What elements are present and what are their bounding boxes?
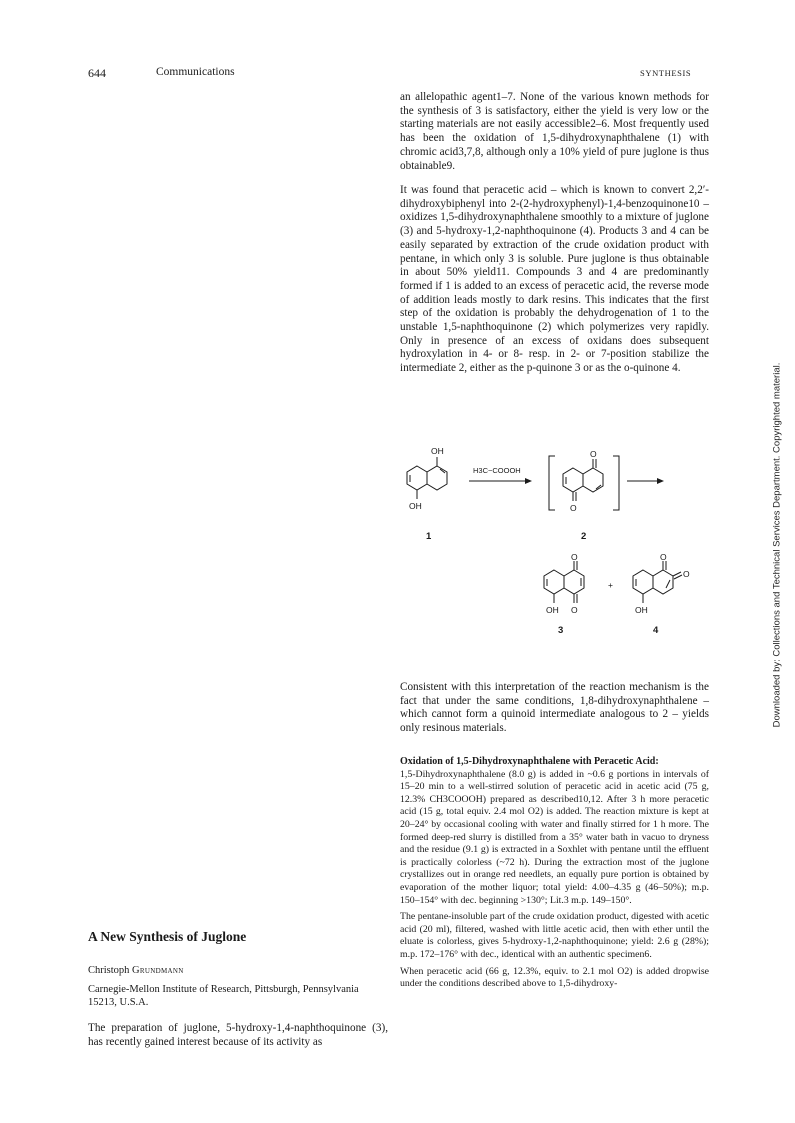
experimental-text: 1,5-Dihydroxynaphthalene (8.0 g) is added in ~0.6 g portions in intervals of 15–20 min to a well-stirred solution of peracetic acid in acetic acid (75 g, 12.3% CH3COOOH) prepared as described10,12. After 3 h more peracetic acid (15 g, total equiv. 2.4 mol O2) is added. The reaction mixture is kept at 20–24° by occasional cooling with water and finally stirred for 1 h more. The formed deep-red slurry is distilled from a 35° water bath in vacuo to dryness and the residue (9.1 g) is extracted in a Soxhlet with pentane until the effluent is practically colorless (~72 h). During the extraction most of the juglone crystallizes out in orange red needlets, an equally pure portion is obtained by evaporation of the mother liquor; total yield: 4.00–4.35 g (46–50%); m.p. 150–154° with dec. beginning >130°; Lit.3 m.p. 149–150°. <box>400 768 709 906</box>
experimental-paragraph <box>400 756 709 907</box>
reaction-scheme <box>395 448 715 670</box>
compound-label-1: 1 <box>426 531 432 542</box>
oxo-group-label: O <box>590 449 597 459</box>
experimental-title: Oxidation of 1,5-Dihydroxynaphthalene with Peracetic Acid: <box>400 756 659 767</box>
paragraph-text: Consistent with this interpretation of the reaction mechanism is the fact that under the same conditions, 1,8-dihydroxynaphthalene – which cannot form a quinoid intermediate analogous to 2 – yields only resinous materials. <box>400 681 709 735</box>
compound-label-2: 2 <box>581 531 587 542</box>
experimental-paragraph: When peracetic acid (66 g, 12.3%, equiv. to 2.1 mol O2) is added dropwise under the conditions described above to 1,5-dihydroxy- <box>400 965 709 990</box>
oh-group-label: OH <box>409 501 422 511</box>
oh-group-label: OH <box>546 605 559 615</box>
paragraph-text: It was found that peracetic acid – which is known to convert 2,2′-dihydroxybiphenyl into 2-(2-hydroxyphenyl)-1,4-benzoquinone10 – oxidizes 1,5-dihydroxynaphthalene smoothly to a mixture of juglone (3) and 5-hydroxy-1,2-naphthoquinone (4). Products 3 and 4 can be easily separated by extraction of the crude oxidation product with pentane, in which only 3 is soluble. Pure juglone is thus obtainable in about 50% yield11. Compounds 3 and 4 are predominantly formed if 1 is added to an excess of peracetic acid, the reverse mode of addition leads mostly to dark resins. This indicates that the first step of the oxidation is probably the dehydrogenation of 1 to the unstable 1,5-naphthoquinone (2) which polymerizes very rapidly. Only in presence of an excess of oxidans does subsequent hydroxylation in 4- or 8- resp. in 2- or 7-position stabilize the intermediate 2, either as the p-quinone 3 or as the o-quinone 4. <box>400 184 709 375</box>
download-watermark: Downloaded by: Collections and Technical Services Department. Copyrighted material. <box>771 362 783 727</box>
journal-name: SYNTHESIS <box>640 68 692 78</box>
paragraph-mechanism <box>400 184 709 376</box>
compound-label-3: 3 <box>558 625 564 636</box>
experimental-paragraph: The pentane-insoluble part of the crude oxidation product, digested with acetic acid (20 ml), filtered, washed with little acetic acid, then with ether until the eluate is colorless, gives 5-hydroxy-1,2-naphthoquinone; yield: 2.6 g (28%); m.p. 172–176° with dec., identical with an authentic specimen6. <box>400 911 709 960</box>
paragraph-consistency <box>400 681 709 736</box>
experimental-section <box>400 756 709 991</box>
compound-4-structure <box>633 561 682 603</box>
author-affiliation: Carnegie-Mellon Institute of Research, Pittsburgh, Pennsylvania 15213, U.S.A. <box>88 984 359 1008</box>
oxo-group-label: O <box>570 503 577 513</box>
page-number: 644 <box>88 66 106 80</box>
oxo-group-label: O <box>683 569 690 579</box>
reagent-label: H3C−COOOH <box>473 466 521 475</box>
paragraph-intro-continued <box>400 91 709 173</box>
compound-3-structure <box>544 561 584 603</box>
oh-group-label: OH <box>431 448 444 456</box>
compound-2-structure <box>563 459 603 501</box>
oxo-group-label: O <box>571 605 578 615</box>
oh-group-label: OH <box>635 605 648 615</box>
plus-sign: + <box>608 580 613 590</box>
paragraph-text: The preparation of juglone, 5-hydroxy-1,4-naphthoquinone (3), has recently gained interest because of its activity as <box>88 1022 388 1048</box>
compound-label-4: 4 <box>653 625 659 636</box>
oxo-group-label: O <box>660 552 667 562</box>
author-name: Christoph Grundmann <box>88 965 184 976</box>
oxo-group-label: O <box>571 552 578 562</box>
paragraph-text: an allelopathic agent1–7. None of the various known methods for the synthesis of 3 is satisfactory, either the yield is very low or the starting materials are not easily accessible2–6. Most frequently used has been the oxidation of 1,5-dihydroxynaphthalene (1) with chromic acid3,7,8, although only a 10% yield of pure juglone is thus obtainable9. <box>400 91 709 172</box>
article-title: A New Synthesis of Juglone <box>88 929 247 944</box>
section-name: Communications <box>156 66 235 78</box>
compound-1-structure <box>407 457 447 499</box>
paragraph-intro <box>88 1022 388 1049</box>
